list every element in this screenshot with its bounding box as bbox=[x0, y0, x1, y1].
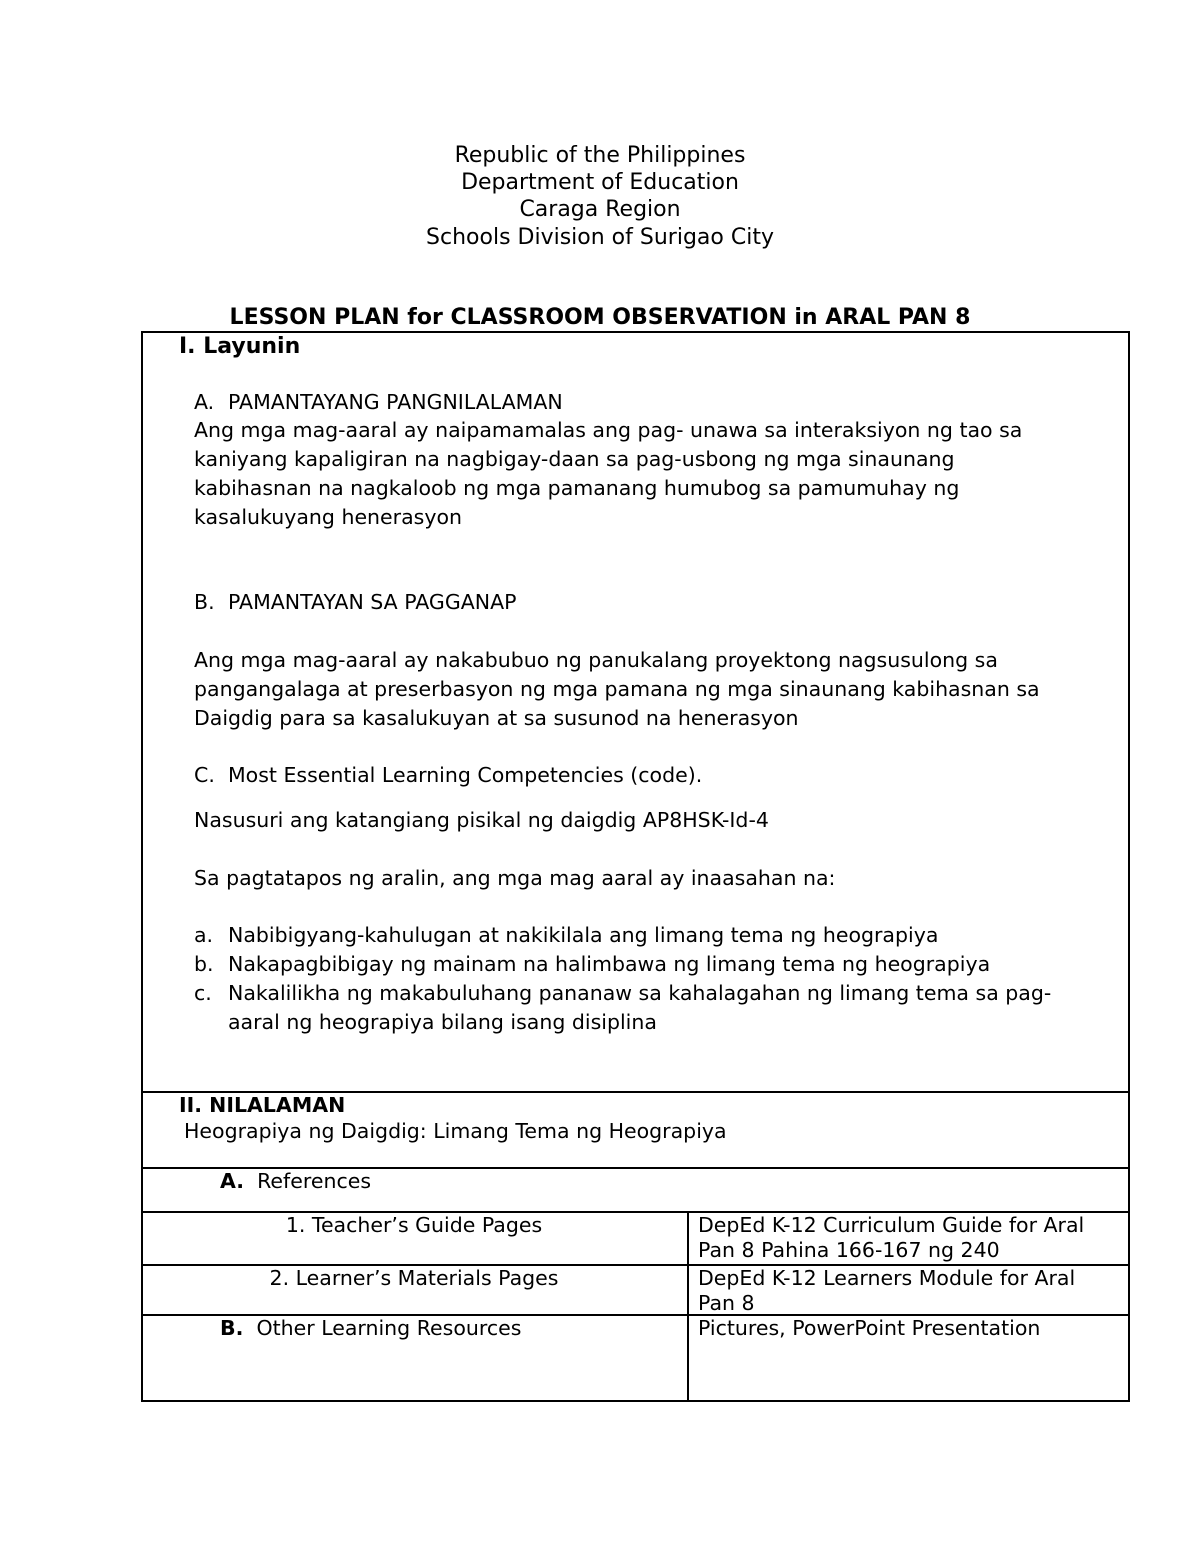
section-nilalaman-heading: II. NILALAMAN bbox=[179, 1093, 346, 1117]
objective-label: a. bbox=[194, 923, 214, 947]
item-label: A. bbox=[194, 390, 215, 414]
paragraph-line: kaniyang kapaligiran na nagbigay-daan sa pag-usbong ng mga sinaunang bbox=[194, 447, 955, 471]
pamantayan-sa-pagganap-heading bbox=[194, 590, 516, 614]
table-column-divider bbox=[687, 1211, 689, 1401]
objectives-intro: Sa pagtatapos ng aralin, ang mga mag aaral ay inaasahan na: bbox=[194, 866, 836, 890]
paragraph-line: kasalukuyang henerasyon bbox=[194, 505, 463, 529]
paragraph-line: Daigdig para sa kasalukuyan at sa susunod na henerasyon bbox=[194, 706, 799, 730]
learners-materials-value bbox=[698, 1266, 1075, 1316]
document-title: LESSON PLAN for CLASSROOM OBSERVATION in ARAL PAN 8 bbox=[229, 305, 971, 330]
header-department: Department of Education bbox=[461, 170, 739, 195]
objectives-list bbox=[194, 921, 1051, 1037]
value-line: DepEd K-12 Learners Module for Aral bbox=[698, 1266, 1076, 1290]
objective-c bbox=[194, 979, 1051, 1008]
table-border-top bbox=[141, 331, 1130, 333]
nilalaman-topic: Heograpiya ng Daigdig: Limang Tema ng Heograpiya bbox=[184, 1119, 727, 1143]
objective-c-continued bbox=[194, 1008, 1051, 1037]
paragraph-line: Ang mga mag-aaral ay naipamamalas ang pag- unawa sa interaksiyon ng tao sa bbox=[194, 418, 1023, 442]
item-title: PAMANTAYAN SA PAGGANAP bbox=[228, 590, 517, 614]
item-label: C. bbox=[194, 763, 215, 787]
item-label: B. bbox=[220, 1316, 244, 1340]
item-title: Most Essential Learning Competencies (code). bbox=[228, 763, 703, 787]
objective-b bbox=[194, 950, 1051, 979]
paragraph-line: kabihasnan na nagkaloob ng mga pamanang humubog sa pamumuhay ng bbox=[194, 476, 960, 500]
paragraph-line: pangangalaga at preserbasyon ng mga pamana ng mga sinaunang kabihasnan sa bbox=[194, 677, 1040, 701]
value-line: Pan 8 bbox=[698, 1291, 755, 1315]
value-line: Pan 8 Pahina 166-167 ng 240 bbox=[698, 1238, 1000, 1262]
teachers-guide-label: 1. Teacher’s Guide Pages bbox=[285, 1213, 543, 1237]
paragraph-line: Ang mga mag-aaral ay nakabubuo ng panukalang proyektong nagsusulong sa bbox=[194, 648, 998, 672]
item-label: B. bbox=[194, 590, 215, 614]
item-title: Other Learning Resources bbox=[256, 1316, 522, 1340]
pamantayang-pangnilalaman-text bbox=[194, 416, 1022, 532]
objective-text: Nakapagbibigay ng mainam na halimbawa ng limang tema ng heograpiya bbox=[228, 952, 991, 976]
table-border-right bbox=[1128, 331, 1130, 1401]
objective-label: b. bbox=[194, 952, 214, 976]
table-border-left bbox=[141, 331, 143, 1401]
header-region: Caraga Region bbox=[519, 197, 681, 222]
objective-label: c. bbox=[194, 981, 212, 1005]
learners-materials-label: 2. Learner’s Materials Pages bbox=[269, 1266, 559, 1290]
other-resources-value: Pictures, PowerPoint Presentation bbox=[698, 1316, 1041, 1340]
header-division: Schools Division of Surigao City bbox=[426, 225, 774, 250]
references-heading bbox=[220, 1169, 371, 1193]
item-label: A. bbox=[220, 1169, 245, 1193]
table-border-bottom bbox=[141, 1400, 1130, 1402]
objective-a bbox=[194, 921, 1051, 950]
melc-competency: Nasusuri ang katangiang pisikal ng daigdig AP8HSK-Id-4 bbox=[194, 808, 769, 832]
item-title: PAMANTAYANG PANGNILALAMAN bbox=[228, 390, 563, 414]
teachers-guide-value bbox=[698, 1213, 1084, 1263]
melc-heading bbox=[194, 763, 702, 787]
item-title: References bbox=[257, 1169, 372, 1193]
pamantayang-pangnilalaman-heading bbox=[194, 390, 563, 414]
objective-text: aaral ng heograpiya bilang isang disiplina bbox=[228, 1010, 657, 1034]
section-layunin-heading: I. Layunin bbox=[179, 334, 301, 359]
header-republic: Republic of the Philippines bbox=[454, 143, 746, 168]
other-resources-label bbox=[220, 1316, 521, 1340]
pamantayan-sa-pagganap-text bbox=[194, 646, 1040, 733]
value-line: DepEd K-12 Curriculum Guide for Aral bbox=[698, 1213, 1085, 1237]
objective-text: Nabibigyang-kahulugan at nakikilala ang limang tema ng heograpiya bbox=[228, 923, 939, 947]
objective-text: Nakalilikha ng makabuluhang pananaw sa kahalagahan ng limang tema sa pag- bbox=[228, 981, 1052, 1005]
